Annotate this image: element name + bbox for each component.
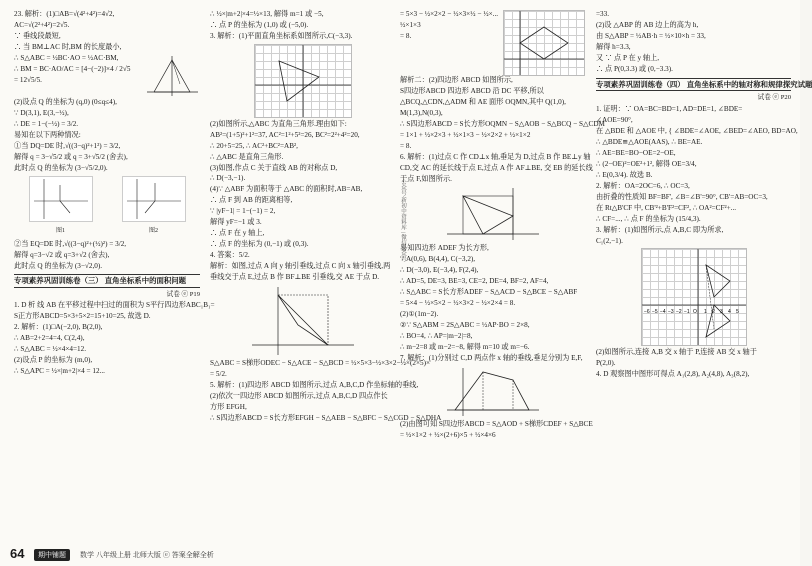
axis-tick-label: −2: [675, 309, 682, 316]
axis-tick-label: −1: [683, 309, 690, 316]
area-triangle-figure: [248, 285, 358, 357]
text-line: 1. D 析 线 AB 在平移过程中扫过的面积为 S平行四边形ABC₁B₁=: [14, 301, 215, 310]
text-line: (4)∵ △ABF 为面积等于 △ABC 的面积时,AB=AB,: [210, 185, 363, 194]
text-line: ①当 DQ=DE 时,√((3−q)²+1²) = 3/2,: [14, 141, 121, 150]
axis-tick-label: 2: [711, 309, 715, 316]
brand-badge: 期中铺题: [34, 549, 70, 561]
paper-reference: 试卷 ⓔ P20: [757, 94, 791, 102]
coordinate-grid-figure: [254, 44, 352, 118]
reflection-grid-figure: [641, 248, 747, 346]
text-line: 1. 证明：∵ OA=BC=BD=1, AD=DE=1, ∠BDE=: [596, 104, 743, 113]
text-line: =33.: [596, 10, 610, 18]
text-line: (3)如图,作点 C 关于直线 AB 的对称点 D,: [210, 163, 338, 172]
quadrilateral-abcd-figure: [443, 366, 543, 418]
axis-tick-label: −4: [659, 309, 666, 316]
text-line: 垂线交于点 E,过点 B 作 BF⊥BE 引垂线,交 AE 于点 D.: [210, 273, 380, 282]
text-line: 在 △BDE 和 △AOE 中, { ∠BDE=∠AOE, ∠BED=∠AEO, BD=AO,: [596, 126, 798, 135]
axis-tick-label: −5: [651, 309, 658, 316]
axis-tick-label: −3: [667, 309, 674, 316]
text-line: = 5×4 − ½×5×2 − ½×3×2 − ½×2×4 = 8.: [400, 299, 516, 308]
text-line: 解得 yF=−1 或 3.: [210, 218, 262, 227]
text-line: 解得 h=3.3,: [596, 42, 631, 51]
text-line: 解得 q=3−√2 或 q=3+√2 (舍去),: [14, 250, 110, 259]
page-number: 64: [10, 546, 25, 561]
axis-tick-label: −6: [643, 309, 650, 316]
text-line: ½×1×3: [400, 20, 421, 29]
text-line: ∴ D(−3,0), E(−3,4), F(2,4),: [400, 266, 479, 275]
paper-reference: 试卷 ⓔ P19: [166, 290, 200, 298]
text-line: = ½×1×2 + ½×(2+6)×5 + ½×4×6: [400, 430, 496, 439]
margin-watermark: 公众号·新初中资料库 | 微信公众号: [400, 178, 406, 262]
axis-tick-label: 4: [727, 309, 731, 316]
text-line: 解得 q = 3−√5/2 或 q = 3+√5/2 (舍去),: [14, 152, 128, 161]
text-line: ∴ S△ABC = ½×4×4=12.: [14, 345, 87, 354]
triangle-figure: [142, 54, 200, 98]
text-line: ∠AOE=90°,: [596, 115, 633, 124]
text-line: (2)如图所示,△ABC 为直角三角形.理由如下:: [210, 119, 347, 128]
column-4: [596, 10, 812, 530]
text-line: 7. 解析：(1)分别过 C,D 两点作 x 轴的垂线,垂足分别为 E,F,: [400, 354, 583, 363]
figure-caption: 图1: [55, 228, 65, 235]
text-line: (2)设点 Q 的坐标为 (q,0) (0≤q≤4),: [14, 97, 117, 106]
text-line: ∴ 点 P(0,3.3) 或 (0,−3.3).: [596, 64, 673, 73]
text-line: ∴ AD=5, DE=3, BE=3, CE=2, DE=4, BF=2, AF=4,: [400, 277, 549, 286]
text-line: = 1×1 + ½×2×3 + ½×1×3 − ½×2×2 + ½×1×2: [400, 130, 531, 139]
text-line: 方形 EFGH,: [210, 402, 247, 411]
text-line: ∴ BO=4, ∴ AP=|m−2|=8,: [400, 332, 473, 341]
text-line: ∵ A(0,6), B(4,4), C(−3,2),: [400, 255, 476, 264]
figure-1: [29, 176, 93, 222]
text-line: ∴ △ABC 是直角三角形.: [210, 152, 284, 161]
text-line: 解析：如图,过点 A 向 y 轴引垂线,过点 C 向 x 轴引垂线,两: [210, 262, 391, 271]
text-line: 由 S△ABP = ½AB·h = ½×10×h = 33,: [596, 31, 706, 40]
text-line: ∴ 点 F 到 AB 的距离相等,: [210, 196, 293, 205]
text-line: ∴ AB=2+2=4=4, C(2,4),: [14, 334, 85, 343]
text-line: ∴ E(0,3/4). 故选 B.: [596, 170, 653, 179]
text-line: ∴ CF=..., ∴ 点 F 的坐标为 (15/4,3).: [596, 214, 701, 223]
text-line: P(2,0).: [596, 359, 616, 368]
text-line: ∴ S△ABC = S长方形ADEF − S△ACD − S△BCE − S△ABF: [400, 288, 578, 297]
text-line: 4. 答案：5/2.: [210, 251, 250, 260]
text-line: ∴ S△APC = ½×|m+2|×4 = 12...: [14, 367, 105, 376]
text-line: (2)依次一四边形 ABCD 如图所示,过点 A,B,C,D 四点作长: [210, 391, 388, 400]
text-line: = 5/2.: [210, 369, 227, 378]
text-line: 6. 解析：(1)过点 C 作 CD⊥x 轴,垂足为 D,过点 B 作 BE⊥y 轴: [400, 152, 591, 161]
axis-tick-label: 5: [735, 309, 739, 316]
text-line: 此时点 Q 的坐标为 (3−√5/2,0).: [14, 163, 108, 172]
section-title: 专项素养巩固训练卷（三） 直角坐标系中的面积问题: [14, 274, 200, 288]
axis-tick-label: 1: [703, 309, 707, 316]
text-line: ∴ m−2=8 或 m−2=−8, 解得 m=10 或 m=−6.: [400, 343, 530, 352]
text-line: ∴ AE=BE=BO−OE=2−OE,: [596, 148, 676, 157]
text-line: 由折叠的性质知 BF=BF', ∠B=∠B'=90°, CB'=AB=OC=3,: [596, 192, 768, 201]
figure-2: [122, 176, 186, 222]
text-line: 此时点 Q 的坐标为 (3−√2,0).: [14, 261, 103, 270]
text-line: 易知在以下两种情况:: [14, 130, 81, 139]
text-line: CD,交 AC 的延长线于点 E,过点 A 作 AF⊥BE, 交 EB 的延长线: [400, 163, 593, 172]
text-line: AB²=(1+5)²+1²=37, AC²=1²+5²=26, BC²=2²+4²=20,: [210, 130, 360, 139]
text-line: ∵ 垂线段最短,: [14, 31, 61, 40]
text-line: ②∵ S△ABM = 2S△ABC = ½AP·BO = 2×8,: [400, 321, 530, 330]
text-line: ∴ (2−OE)²=OE²+1², 解得 OE=3/4,: [596, 159, 697, 168]
text-line: ∵ |yF−1| = 1−(−1) = 2,: [210, 207, 276, 216]
text-line: 4. D 观察图中图形可得点 A₁(2,8), A₂(4,8), A₃(8,2),: [596, 370, 750, 379]
text-line: 3. 解析：(1)如图所示,点 A,B,C 即为所求,: [596, 225, 724, 234]
text-line: ∴ DE = 1−(−½) = 3/2.: [14, 119, 79, 128]
text-line: AC=√(2²+4²)=2√5.: [14, 20, 70, 29]
text-line: = 5×3 − ½×2×2 − ½×3×½ − ½×...: [400, 10, 499, 18]
section-title: 专项素养巩固训练卷（四） 直角坐标系中的轴对称和规律探究试题: [596, 78, 791, 92]
text-line: = 12√5/5.: [14, 75, 42, 84]
text-line: (2)设点 P 的坐标为 (m,0),: [14, 356, 93, 365]
text-line: = 8.: [400, 31, 412, 40]
text-line: (2)①(1m−2).: [400, 310, 439, 319]
triangle-abc-plot: [255, 45, 351, 117]
quadrilateral-grid-figure: [503, 10, 585, 76]
text-line: ∴ S△ABC = ½BC·AO = ½AC·BM,: [14, 53, 119, 62]
axis-tick-label: 3: [719, 309, 723, 316]
text-line: △BCQ,△CDN,△ADM 和 AE 面形 OQMN,其中 Q(1,0),: [400, 97, 566, 106]
text-line: 5. 解析：(1)四边形 ABCD 如图所示,过点 A,B,C,D 作坐标轴的垂线,: [210, 380, 419, 389]
text-line: 2. 解析：OA=2OC=6, ∴ OC=3,: [596, 181, 690, 190]
text-line: 在 Rt△B'CF 中, CB'²+B'F²=CF², ∴ OA²=CF²+...: [596, 203, 737, 212]
text-line: (2)如图所示,连接 A,B 交 x 轴于 P,连接 AB 交 x 轴于: [596, 348, 757, 357]
text-line: 解析二：(2)四边形 ABCD 如图所示,: [400, 76, 513, 84]
text-line: = 8.: [400, 141, 412, 150]
text-line: M(1,3),N(0,3),: [400, 108, 443, 117]
figure-row: [14, 176, 200, 236]
reflection-plot: [642, 249, 746, 345]
column-1: [14, 10, 215, 510]
text-line: ∴ 点 F 在 y 轴上,: [210, 229, 265, 238]
text-line: ②当 EQ=DE 时,√((3−q)²+(½)²) = 3/2,: [14, 239, 127, 248]
text-line: 2. 解析：(1)□A(−2,0), B(2,0),: [14, 323, 103, 332]
text-line: S△ABC = S梯形ODEC − S△ACE − S△BCD = ½×5×3−½×3×2−½×(2×5)×: [210, 358, 431, 367]
text-line: ∵ D(3,1), E(3,−½),: [14, 108, 69, 117]
text-line: 易知四边形 ADEF 为长方形,: [400, 244, 489, 253]
text-line: S正方形ABCD=5×3+5×2=15+10=25, 故选 D.: [14, 312, 151, 321]
axis-tick-label: O: [692, 309, 697, 316]
text-line: ∴ 点 F 的坐标为 (0,−1) 或 (0,3).: [210, 240, 309, 249]
text-line: 又 ∵ 点 P 在 y 轴上,: [596, 53, 660, 62]
text-line: 于点 F,如图所示.: [400, 174, 452, 183]
text-line: ∴ D(−3,−1).: [210, 174, 246, 183]
text-line: ∴ 点 P 的坐标为 (1,0) 或 (−5,0).: [210, 20, 309, 29]
text-line: ∴ 20+5=25, ∴ AC²+BC²=AB²,: [210, 141, 298, 150]
text-line: (2)由图可知 S四边形ABCD = S△AOD + S梯形CDEF + S△BCE: [400, 419, 593, 428]
text-line: ∴ S四边形ABCD = S长方形OQMN − S△AOB − S△BCQ − S△CDM: [400, 119, 605, 128]
text-line: 3. 解析：(1)平面直角坐标系如图所示,C(−3,3).: [210, 31, 353, 40]
quadrilateral-plot: [504, 11, 584, 75]
rectangle-adef-figure: [443, 186, 543, 242]
text-line: ∴ S四边形ABCD = S长方形EFGH − S△AEB − S△BFC − S△CGD − S△DHA: [210, 413, 442, 422]
text-line: S四边形ABCD 四边形 ABCD 沿 DC 平移,所以: [400, 86, 544, 95]
page-footer: [0, 544, 800, 564]
figure-caption: 图2: [148, 228, 158, 235]
text-line: C₁(2,−1).: [596, 236, 623, 245]
text-line: ∴ △BDE≌△AOE(AAS), ∴ BE=AE.: [596, 137, 703, 146]
text-line: 23. 解析：(1)□AB=√(4²+4²)=4√2,: [14, 10, 115, 18]
text-line: ∴ ½×|m+2|×4=½×13, 解得 m=1 或 −5,: [210, 10, 324, 18]
text-line: ∴ 当 BM⊥AC 时,BM 的长度最小,: [14, 42, 122, 51]
col1-top-text: [14, 10, 200, 173]
text-line: ∴ BM = BC·AO/AC = [4−(−2)]×4 / 2√5: [14, 64, 131, 73]
footer-subject-line: 数学 八年级上册 北师大版 ⓔ 答案全解全析: [80, 552, 214, 559]
text-line: (2)设 △ABP 的 AB 边上的高为 h,: [596, 20, 699, 29]
